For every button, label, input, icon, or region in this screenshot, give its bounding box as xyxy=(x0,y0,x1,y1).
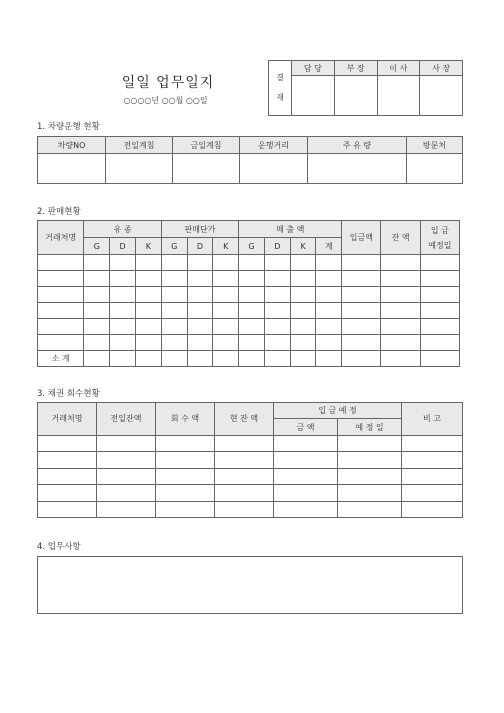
table-cell[interactable] xyxy=(338,485,402,501)
deposit-header: 입금액 xyxy=(342,221,381,255)
table-cell[interactable] xyxy=(342,255,381,271)
approval-table xyxy=(268,60,463,116)
table-row xyxy=(38,255,460,271)
table-cell[interactable] xyxy=(135,351,161,367)
table-cell[interactable] xyxy=(156,452,215,468)
table-cell[interactable] xyxy=(381,303,420,319)
table-cell[interactable] xyxy=(264,271,290,287)
col-header: 현 잔 액 xyxy=(215,403,274,436)
table-cell[interactable] xyxy=(38,271,84,287)
table-cell[interactable] xyxy=(213,335,239,351)
table-cell[interactable] xyxy=(239,319,265,335)
table-cell[interactable] xyxy=(290,271,316,287)
table-cell[interactable] xyxy=(110,271,136,287)
table-cell[interactable] xyxy=(135,335,161,351)
due-date-bottom: 예정일 xyxy=(428,240,452,250)
due-date-top: 입 금 xyxy=(430,225,449,235)
table-row xyxy=(38,468,463,484)
note-header: 비 고 xyxy=(402,403,463,436)
table-cell[interactable] xyxy=(84,271,110,287)
approval-label-bottom: 재 xyxy=(276,93,284,102)
table-cell[interactable] xyxy=(213,271,239,287)
table-cell[interactable] xyxy=(381,271,420,287)
plan-header: 입 금 예 정 xyxy=(274,403,402,419)
col-header: 거래처명 xyxy=(38,403,97,436)
table-cell[interactable] xyxy=(84,303,110,319)
approval-role: 담 당 xyxy=(292,61,335,76)
sub-header-total: 계 xyxy=(316,238,342,255)
table-cell[interactable] xyxy=(338,452,402,468)
table-cell[interactable] xyxy=(274,435,338,451)
table-cell[interactable] xyxy=(161,255,187,271)
table-cell[interactable] xyxy=(135,271,161,287)
sub-header-k: K xyxy=(135,238,161,255)
table-cell[interactable] xyxy=(381,335,420,351)
table-cell[interactable] xyxy=(274,485,338,501)
table-cell[interactable] xyxy=(38,287,84,303)
plan-date-header: 예 정 일 xyxy=(338,419,402,435)
table-cell[interactable] xyxy=(156,468,215,484)
table-cell[interactable] xyxy=(97,485,156,501)
sub-header-d: D xyxy=(187,238,213,255)
table-cell[interactable] xyxy=(84,335,110,351)
approval-label-top: 결 xyxy=(276,73,284,82)
table-cell[interactable] xyxy=(38,319,84,335)
table-cell[interactable] xyxy=(38,468,97,484)
section4-heading: 4. 업무사항 xyxy=(37,542,81,552)
table-cell[interactable] xyxy=(38,501,97,517)
table-cell[interactable] xyxy=(338,501,402,517)
col-header: 운행거리 xyxy=(240,137,308,154)
table-cell[interactable] xyxy=(420,303,459,319)
table-cell[interactable] xyxy=(213,255,239,271)
sales-table xyxy=(37,220,460,367)
table-cell[interactable] xyxy=(135,319,161,335)
table-cell[interactable] xyxy=(381,255,420,271)
table-row xyxy=(38,303,460,319)
table-cell[interactable] xyxy=(239,271,265,287)
table-cell[interactable] xyxy=(264,351,290,367)
table-cell[interactable] xyxy=(38,452,97,468)
table-cell[interactable] xyxy=(156,435,215,451)
table-cell[interactable] xyxy=(342,303,381,319)
table-cell[interactable] xyxy=(215,452,274,468)
table-cell[interactable] xyxy=(420,351,459,367)
table-cell[interactable] xyxy=(110,335,136,351)
table-row xyxy=(38,452,463,468)
table-cell[interactable] xyxy=(381,319,420,335)
table-cell[interactable] xyxy=(290,303,316,319)
table-cell[interactable] xyxy=(135,303,161,319)
table-cell[interactable] xyxy=(308,154,407,184)
table-cell[interactable] xyxy=(161,287,187,303)
table-cell[interactable] xyxy=(420,287,459,303)
table-cell[interactable] xyxy=(338,468,402,484)
table-cell[interactable] xyxy=(239,287,265,303)
plan-amount-header: 금 액 xyxy=(274,419,338,435)
table-cell[interactable] xyxy=(161,351,187,367)
table-cell[interactable] xyxy=(316,303,342,319)
table-cell[interactable] xyxy=(161,335,187,351)
table-cell[interactable] xyxy=(420,271,459,287)
table-cell[interactable] xyxy=(316,287,342,303)
table-cell[interactable] xyxy=(187,271,213,287)
table-cell[interactable] xyxy=(381,351,420,367)
sub-header-g: G xyxy=(161,238,187,255)
table-cell[interactable] xyxy=(316,255,342,271)
table-cell[interactable] xyxy=(84,287,110,303)
table-cell[interactable] xyxy=(110,255,136,271)
table-cell[interactable] xyxy=(110,319,136,335)
col-header: 차량NO xyxy=(38,137,106,154)
col-header: 전일잔액 xyxy=(97,403,156,436)
client-header: 거래처명 xyxy=(38,221,84,255)
table-cell[interactable] xyxy=(290,351,316,367)
table-cell[interactable] xyxy=(38,435,97,451)
table-cell[interactable] xyxy=(213,287,239,303)
table-cell[interactable] xyxy=(110,287,136,303)
sub-header-d: D xyxy=(264,238,290,255)
table-cell[interactable] xyxy=(135,287,161,303)
table-cell[interactable] xyxy=(274,452,338,468)
table-row xyxy=(38,435,463,451)
table-cell[interactable] xyxy=(316,351,342,367)
table-cell[interactable] xyxy=(342,335,381,351)
approval-role: 이 사 xyxy=(377,61,420,76)
table-cell[interactable] xyxy=(239,303,265,319)
table-cell[interactable] xyxy=(161,303,187,319)
table-cell[interactable] xyxy=(84,255,110,271)
table-cell[interactable] xyxy=(240,154,308,184)
table-cell[interactable] xyxy=(342,319,381,335)
table-cell[interactable] xyxy=(187,287,213,303)
table-cell[interactable] xyxy=(239,255,265,271)
table-cell[interactable] xyxy=(264,255,290,271)
section2-heading: 2. 판매현황 xyxy=(37,207,81,217)
table-cell[interactable] xyxy=(97,501,156,517)
approval-sign-cell[interactable] xyxy=(334,76,377,116)
table-cell[interactable] xyxy=(187,255,213,271)
table-cell[interactable] xyxy=(97,468,156,484)
table-cell[interactable] xyxy=(264,303,290,319)
approval-sign-cell[interactable] xyxy=(420,76,463,116)
table-cell[interactable] xyxy=(274,468,338,484)
vehicle-table xyxy=(37,136,463,184)
table-cell[interactable] xyxy=(264,335,290,351)
table-cell[interactable] xyxy=(97,435,156,451)
col-header: 금일계침 xyxy=(173,137,240,154)
table-cell[interactable] xyxy=(215,501,274,517)
table-cell[interactable] xyxy=(213,303,239,319)
sub-header-d: D xyxy=(110,238,136,255)
table-cell[interactable] xyxy=(381,287,420,303)
page-title: 일일 업무일지 xyxy=(121,75,215,91)
table-cell[interactable] xyxy=(342,287,381,303)
table-cell[interactable] xyxy=(316,319,342,335)
table-cell[interactable] xyxy=(38,154,106,184)
table-cell[interactable] xyxy=(187,335,213,351)
approval-sign-cell[interactable] xyxy=(292,76,335,116)
table-cell[interactable] xyxy=(215,435,274,451)
section3-heading: 3. 채권 회수현황 xyxy=(37,389,100,399)
table-cell[interactable] xyxy=(420,319,459,335)
table-cell[interactable] xyxy=(407,154,463,184)
table-cell[interactable] xyxy=(215,468,274,484)
table-cell[interactable] xyxy=(239,335,265,351)
table-cell[interactable] xyxy=(156,485,215,501)
table-cell[interactable] xyxy=(110,303,136,319)
sub-header-g: G xyxy=(239,238,265,255)
col-header: 회 수 액 xyxy=(156,403,215,436)
table-row xyxy=(38,319,460,335)
work-notes-box[interactable] xyxy=(37,556,463,614)
approval-role: 부 장 xyxy=(334,61,377,76)
due-date-header xyxy=(420,221,459,255)
table-cell[interactable] xyxy=(290,335,316,351)
table-cell[interactable] xyxy=(106,154,173,184)
table-row xyxy=(38,501,463,517)
table-cell[interactable] xyxy=(215,485,274,501)
table-cell[interactable] xyxy=(342,271,381,287)
table-cell[interactable] xyxy=(402,485,463,501)
table-cell[interactable] xyxy=(239,351,265,367)
table-cell[interactable] xyxy=(342,351,381,367)
table-cell[interactable] xyxy=(161,271,187,287)
unit-price-header: 판매단가 xyxy=(161,221,238,238)
table-row xyxy=(38,287,460,303)
table-cell[interactable] xyxy=(187,303,213,319)
sub-header-g: G xyxy=(84,238,110,255)
table-cell[interactable] xyxy=(402,452,463,468)
table-cell[interactable] xyxy=(38,335,84,351)
table-cell[interactable] xyxy=(173,154,240,184)
table-cell[interactable] xyxy=(213,351,239,367)
date-line: ○○○○년 ○○월 ○○일 xyxy=(123,96,208,105)
table-row xyxy=(38,271,460,287)
balance-header: 잔 액 xyxy=(381,221,420,255)
table-cell[interactable] xyxy=(38,485,97,501)
table-cell[interactable] xyxy=(84,319,110,335)
receivables-table xyxy=(37,402,463,518)
table-cell[interactable] xyxy=(290,287,316,303)
table-cell[interactable] xyxy=(290,255,316,271)
table-cell[interactable] xyxy=(402,468,463,484)
table-cell[interactable] xyxy=(187,351,213,367)
table-cell[interactable] xyxy=(187,319,213,335)
subtotal-label: 소 계 xyxy=(38,351,84,367)
table-cell[interactable] xyxy=(135,255,161,271)
approval-sign-cell[interactable] xyxy=(377,76,420,116)
table-cell[interactable] xyxy=(420,335,459,351)
table-cell[interactable] xyxy=(110,351,136,367)
section1-heading: 1. 차량운행 현황 xyxy=(37,122,100,132)
table-cell[interactable] xyxy=(161,319,187,335)
col-header: 방문처 xyxy=(407,137,463,154)
approval-role: 사 장 xyxy=(420,61,463,76)
table-cell[interactable] xyxy=(213,319,239,335)
table-cell[interactable] xyxy=(338,435,402,451)
table-cell[interactable] xyxy=(84,351,110,367)
table-cell[interactable] xyxy=(290,319,316,335)
sub-header-k: K xyxy=(213,238,239,255)
fuel-type-header: 유 종 xyxy=(84,221,161,238)
table-cell[interactable] xyxy=(264,287,290,303)
table-cell[interactable] xyxy=(156,501,215,517)
table-cell[interactable] xyxy=(264,319,290,335)
table-cell[interactable] xyxy=(316,335,342,351)
table-cell[interactable] xyxy=(420,255,459,271)
table-cell[interactable] xyxy=(274,501,338,517)
table-cell[interactable] xyxy=(38,255,84,271)
col-header: 전일계침 xyxy=(106,137,173,154)
table-cell[interactable] xyxy=(402,435,463,451)
sub-header-k: K xyxy=(290,238,316,255)
table-cell[interactable] xyxy=(316,271,342,287)
approval-label xyxy=(269,61,292,116)
table-row xyxy=(38,335,460,351)
table-cell[interactable] xyxy=(97,452,156,468)
sales-amount-header: 매 출 액 xyxy=(239,221,342,238)
table-cell[interactable] xyxy=(402,501,463,517)
col-header: 주 유 량 xyxy=(308,137,407,154)
table-cell[interactable] xyxy=(38,303,84,319)
table-row xyxy=(38,485,463,501)
